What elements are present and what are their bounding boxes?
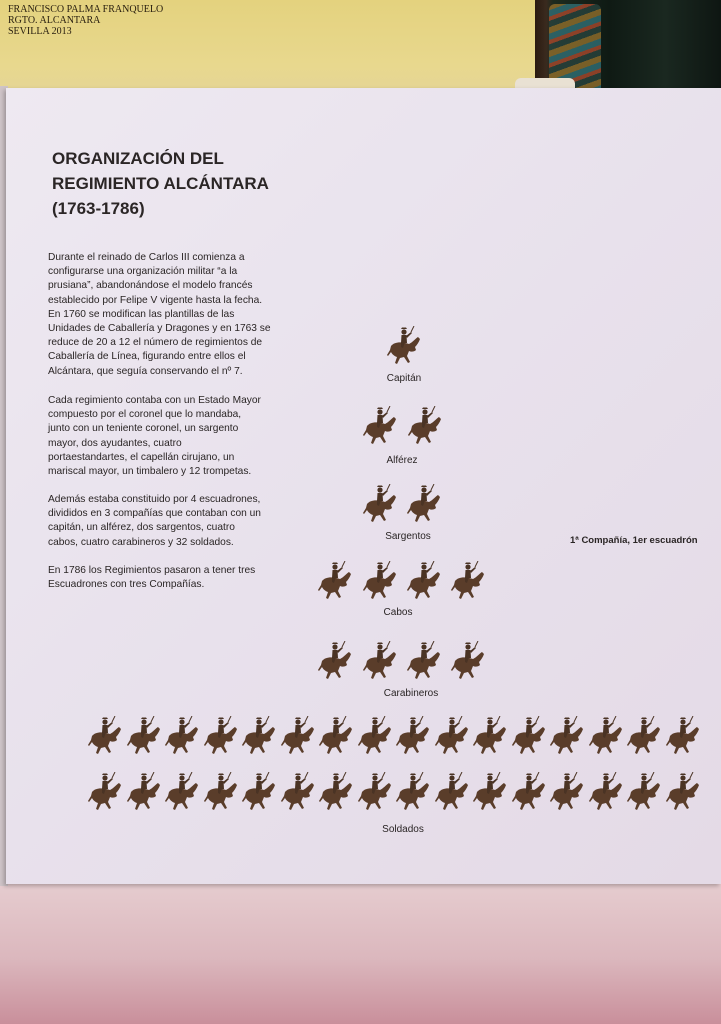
- title-line: (1763-1786): [52, 199, 145, 218]
- rider-soldado-icon: [163, 772, 201, 816]
- text-line: mayor, dos ayudantes, cuatro: [48, 437, 182, 449]
- rider-cabo-icon: [361, 561, 399, 605]
- rider-soldado-icon: [356, 716, 394, 760]
- text-line: reduce de 20 a 12 el número de regimientos de: [48, 337, 263, 349]
- credit-line: RGTO. ALCANTARA: [8, 15, 101, 26]
- rider-carabinero-icon: [361, 641, 399, 685]
- rider-cabo-icon: [316, 561, 354, 605]
- text-line: portaestandartes, el capellán cirujano, un: [48, 451, 235, 463]
- text-line: Unidades de Caballería y Dragones y en 1763 se: [48, 323, 271, 335]
- rider-carabinero-icon: [316, 641, 354, 685]
- rider-soldado-icon: [510, 716, 548, 760]
- text-line: Caballería de Línea, figurando entre ellos el: [48, 351, 246, 363]
- rider-sargento-icon: [405, 484, 443, 528]
- rider-soldado-icon: [510, 772, 548, 816]
- rider-soldado-icon: [125, 716, 163, 760]
- rank-label-carabineros: Carabineros: [383, 688, 439, 699]
- rider-soldado-icon: [317, 772, 355, 816]
- text-line: En 1760 se modifican las plantillas de las: [48, 308, 235, 320]
- title-line: ORGANIZACIÓN DEL: [52, 149, 224, 168]
- rider-soldado-icon: [433, 772, 471, 816]
- text-line: configurarse una organización militar “a la: [48, 266, 238, 278]
- rider-capitan-icon: [385, 326, 423, 370]
- credit-line: FRANCISCO PALMA FRANQUELO: [8, 4, 164, 15]
- photo-credit: [8, 4, 163, 37]
- text-line: En 1786 los Regimientos pasaron a tener tres: [48, 565, 256, 576]
- rider-soldado-icon: [471, 716, 509, 760]
- text-line: prusiana”, abandonándose el modelo francés: [48, 280, 253, 292]
- paragraph-history: [48, 251, 293, 379]
- text-line: Escuadrones con tres Compañías.: [48, 579, 205, 591]
- rider-soldado-icon: [163, 716, 201, 760]
- paragraph-squadrons: [48, 493, 293, 550]
- rider-soldado-icon: [279, 716, 317, 760]
- rider-carabinero-icon: [449, 641, 487, 685]
- rider-soldado-icon: [317, 716, 355, 760]
- rider-carabinero-icon: [405, 641, 443, 685]
- title-line: REGIMIENTO ALCÁNTARA: [52, 174, 269, 193]
- paragraph-1786: [48, 564, 293, 592]
- rider-cabo-icon: [449, 561, 487, 605]
- credit-line: SEVILLA 2013: [8, 26, 72, 37]
- rank-label-sargentos: Sargentos: [385, 531, 431, 542]
- rider-soldado-icon: [471, 772, 509, 816]
- text-line: Además estaba constituido por 4 escuadrones,: [48, 494, 261, 505]
- rider-soldado-icon: [433, 716, 471, 760]
- rank-label-cabos: Cabos: [383, 607, 413, 618]
- rider-soldado-icon: [240, 716, 278, 760]
- rider-soldado-icon: [664, 716, 702, 760]
- text-line: Cada regimiento contaba con un Estado Mayor: [48, 395, 261, 406]
- rider-alferez-icon: [361, 406, 399, 450]
- text-line: establecido por Felipe V vigente hasta la fecha.: [48, 294, 263, 306]
- rank-label-soldados: Soldados: [382, 824, 424, 835]
- rider-soldado-icon: [587, 772, 625, 816]
- rider-sargento-icon: [361, 484, 399, 528]
- rider-soldado-icon: [202, 716, 240, 760]
- text-line: mariscal mayor, un timbalero y 12 trompetas.: [48, 466, 252, 478]
- rider-soldado-icon: [548, 772, 586, 816]
- rider-soldado-icon: [356, 772, 394, 816]
- rank-label-capitan: Capitán: [386, 373, 422, 384]
- rider-soldado-icon: [625, 772, 663, 816]
- rank-label-alferez: Alférez: [386, 455, 418, 466]
- paragraph-staff: [48, 394, 293, 479]
- text-line: capitán, un alférez, dos sargentos, cuatro: [48, 522, 235, 534]
- rider-soldado-icon: [587, 716, 625, 760]
- wall-lower: [0, 880, 721, 1024]
- rider-soldado-icon: [394, 772, 432, 816]
- rider-soldado-icon: [664, 772, 702, 816]
- rider-alferez-icon: [406, 406, 444, 450]
- text-line: compuesto por el coronel que lo mandaba,: [48, 409, 242, 421]
- rider-soldado-icon: [202, 772, 240, 816]
- text-line: cabos, cuatro carabineros y 32 soldados.: [48, 536, 234, 548]
- rider-soldado-icon: [86, 716, 124, 760]
- panel-title: [52, 146, 332, 221]
- rider-soldado-icon: [548, 716, 586, 760]
- rider-soldado-icon: [279, 772, 317, 816]
- rider-soldado-icon: [125, 772, 163, 816]
- company-label: 1ª Compañía, 1er escuadrón: [570, 535, 698, 546]
- text-line: divididos en 3 compañías que contaban con un: [48, 508, 261, 520]
- text-line: Alcántara, que seguía conservando el nº 7.: [48, 365, 243, 377]
- rider-soldado-icon: [625, 716, 663, 760]
- rider-cabo-icon: [405, 561, 443, 605]
- rider-soldado-icon: [240, 772, 278, 816]
- rider-soldado-icon: [394, 716, 432, 760]
- rider-soldado-icon: [86, 772, 124, 816]
- text-line: Durante el reinado de Carlos III comienza a: [48, 252, 245, 263]
- text-line: junto con un teniente coronel, un sargento: [48, 423, 239, 435]
